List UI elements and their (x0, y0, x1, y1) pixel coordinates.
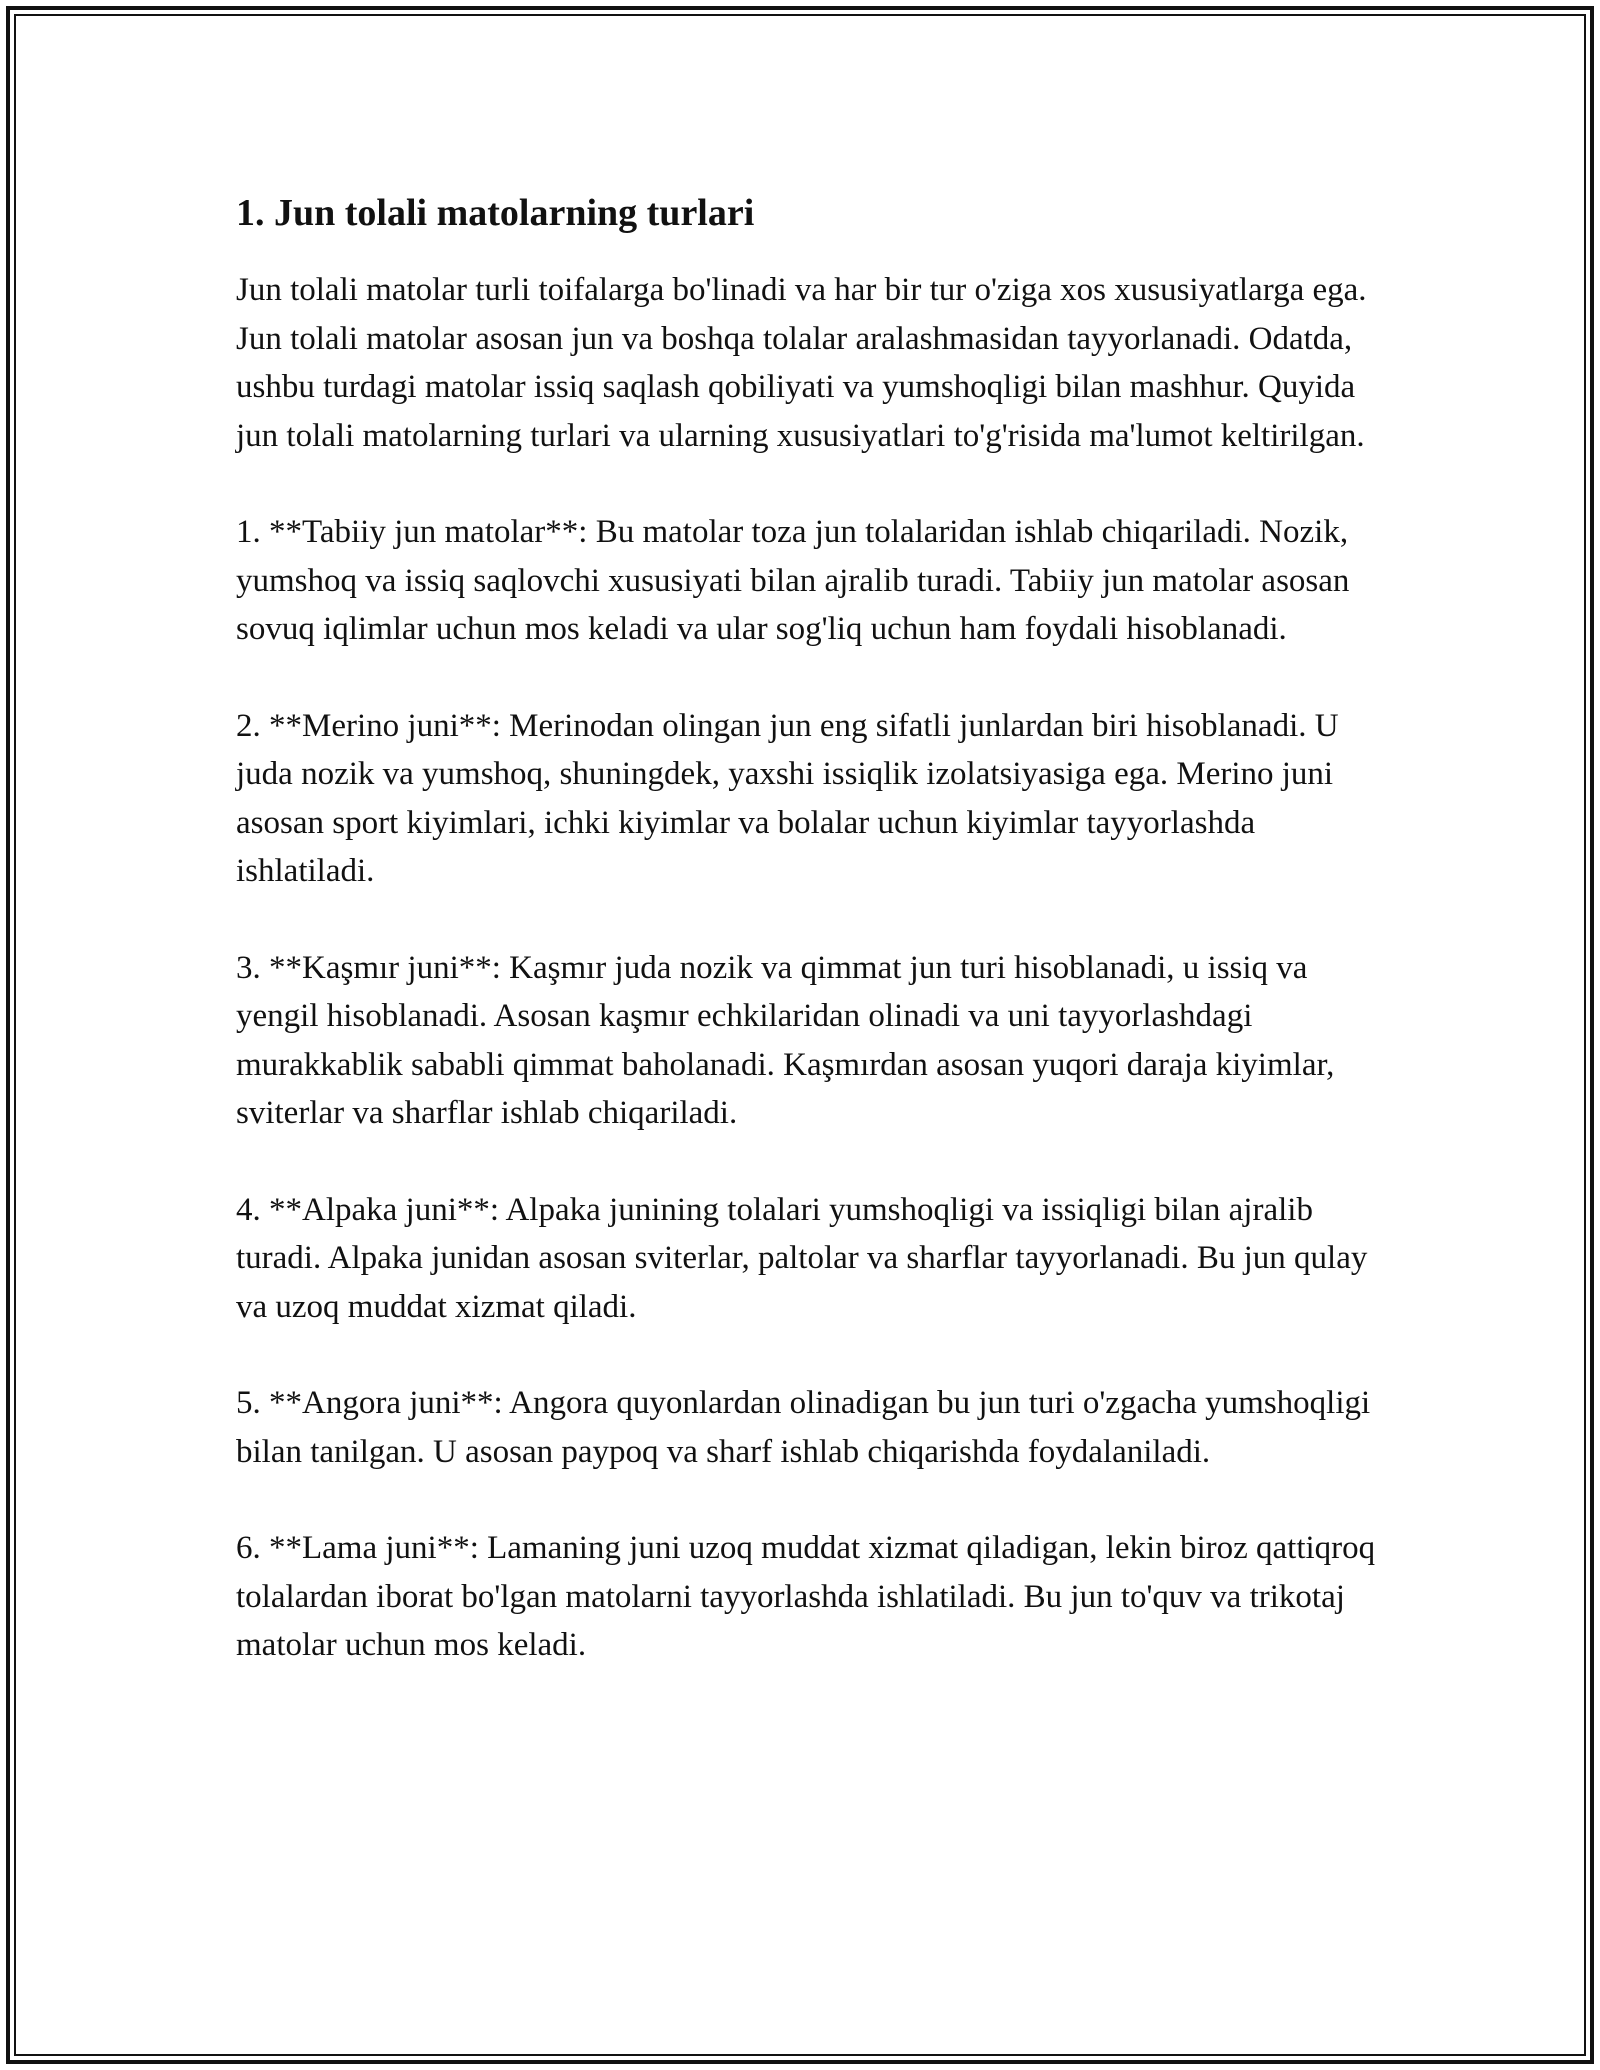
list-item-alpaka: 4. **Alpaka juni**: Alpaka junining tolalari yumshoqligi va issiqligi bilan ajralib turadi. Alpaka junidan asosan sviterlar, paltolar va sharflar tayyorlanadi. Bu jun qulay va uzoq muddat xizmat qiladi. (236, 1191, 1368, 1325)
intro-paragraph: Jun tolali matolar turli toifalarga bo'linadi va har bir tur o'ziga xos xususiyatlarga ega. Jun tolali matolar asosan jun va boshqa tolalar aralashmasidan tayyorlanadi. Odatda, ushbu turdagi matolar issiq saqlash qobiliyati va yumshoqligi bilan mashhur. Quyida jun tolali matolarning turlari va ularning xususiyatlari to'g'risida ma'lumot keltirilgan. (236, 272, 1367, 454)
list-item-lama: 6. **Lama juni**: Lamaning juni uzoq muddat xizmat qiladigan, lekin biroz qattiqroq tolalardan iborat bo'lgan matolarni tayyorlashda ishlatiladi. Bu jun to'quv va trikotaj matolar uchun mos keladi. (236, 1530, 1376, 1663)
list-item-angora: 5. **Angora juni**: Angora quyonlardan olinadigan bu jun turi o'zgacha yumshoqligi bilan tanilgan. U asosan paypoq va sharf ishlab chiqarishda foydalaniladi. (236, 1385, 1371, 1470)
document-body (236, 186, 1386, 1718)
list-item-kasmir: 3. **Kaşmır juni**: Kaşmır juda nozik va qimmat jun turi hisoblanadi, u issiq va yengil hisoblanadi. Asosan kaşmır echkilaridan olinadi va uni tayyorlashdagi murakkablik sababli qimmat baholanadi. Kaşmırdan asosan yuqori daraja kiyimlar, sviterlar va sharflar ishlab chiqariladi. (236, 949, 1335, 1131)
list-item-merino: 2. **Merino juni**: Merinodan olingan jun eng sifatli junlardan biri hisoblanadi. U juda nozik va yumshoq, shuningdek, yaxshi issiqlik izolatsiyasiga ega. Merino juni asosan sport kiyimlari, ichki kiyimlar va bolalar uchun kiyimlar tayyorlashda ishlatiladi. (236, 707, 1339, 889)
list-item-tabiiy-jun: 1. **Tabiiy jun matolar**: Bu matolar toza jun tolalaridan ishlab chiqariladi. Nozik, yumshoq va issiq saqlovchi xususiyati bilan ajralib turadi. Tabiiy jun matolar asosan sovuq iqlimlar uchun mos keladi va ular sog'liq uchun ham foydali hisoblanadi. (236, 514, 1350, 647)
document-title: 1. Jun tolali matolarning turlari (236, 192, 755, 234)
